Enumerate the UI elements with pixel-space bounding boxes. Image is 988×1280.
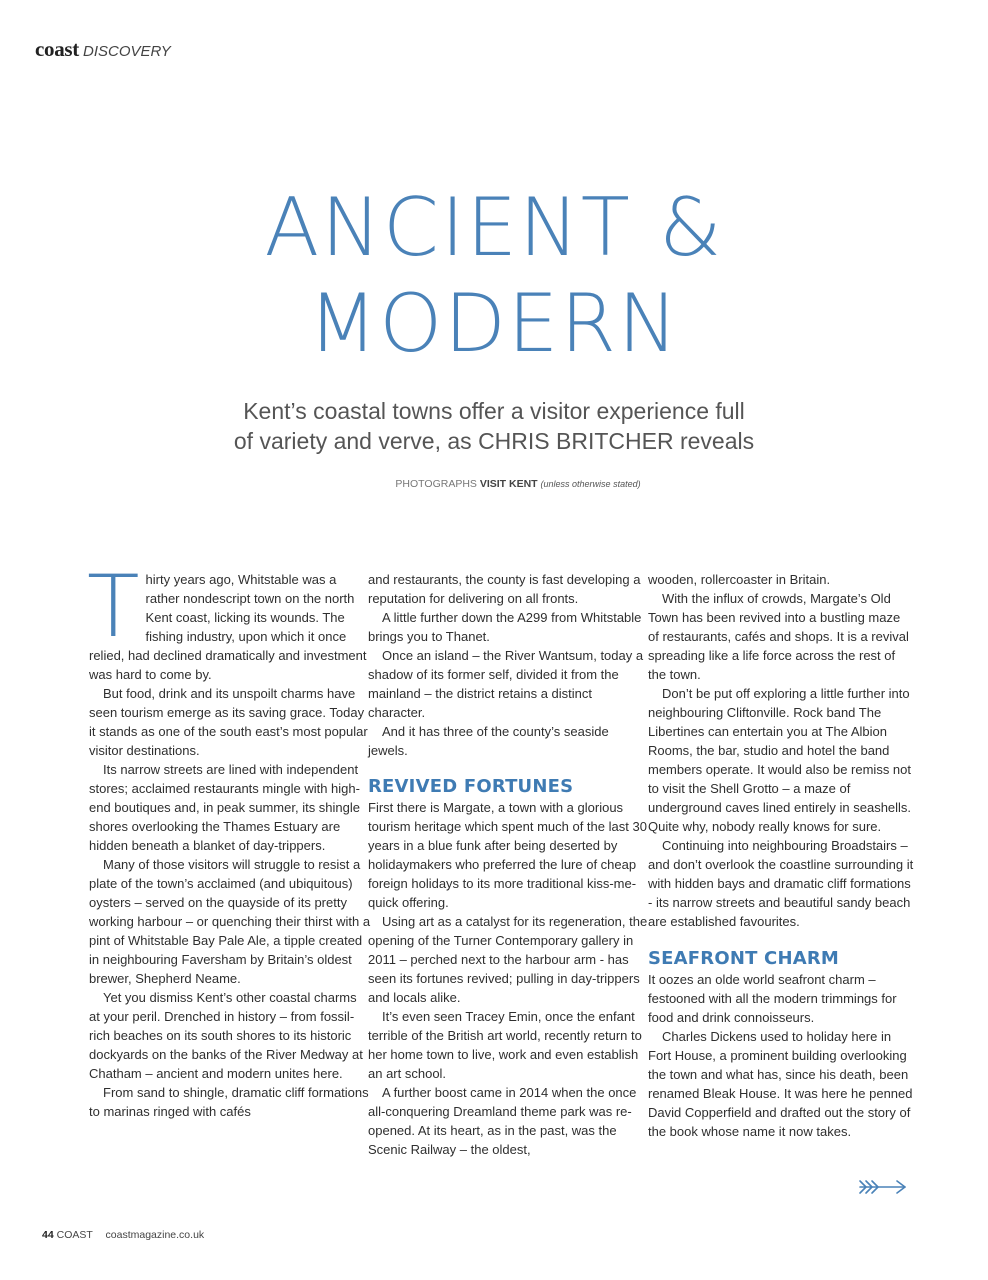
subheading-seafront-charm: SEAFRONT CHARM	[648, 948, 840, 969]
photo-credits	[0, 478, 988, 490]
page-footer	[42, 1229, 204, 1241]
drop-cap: T	[87, 557, 140, 657]
standfirst-line-2: of variety and verve, as CHRIS BRITCHER reveals	[233, 428, 755, 454]
paragraph: It oozes an olde world seafront charm – festooned with all the modern trimmings for food and drink connoisseurs.	[648, 972, 897, 1025]
headline-line-1: ANCIENT &	[264, 181, 724, 274]
credit-name: VISIT KENT	[479, 478, 538, 490]
footer-magazine: COAST	[56, 1229, 93, 1241]
paragraph: A further boost came in 2014 when the once all-conquering Dreamland theme park was re-opened. At its heart, as in the past, was the Scenic Railway – the oldest,	[368, 1085, 637, 1157]
paragraph: From sand to shingle, dramatic cliff formations to marinas ringed with cafés	[89, 1085, 369, 1119]
credit-note: (unless otherwise stated)	[540, 479, 641, 489]
paragraph: A little further down the A299 from Whitstable brings you to Thanet.	[368, 610, 642, 644]
masthead	[35, 37, 171, 62]
paragraph: Its narrow streets are lined with independent stores; acclaimed restaurants mingle with high-end boutiques and, in peak summer, its shingle shores overlooking the Thames Estuary are hidden beneath a blanket of day-trippers.	[89, 762, 361, 853]
paragraph: First there is Margate, a town with a glorious tourism heritage which spent much of the last 30 years in a blue funk after being deserted by holidaymakers who preferred the lure of cheap foreign holidays to its more traditional kiss-me-quick offering.	[368, 800, 647, 910]
paragraph: And it has three of the county’s seaside jewels.	[368, 724, 609, 758]
paragraph: Once an island – the River Wantsum, today a shadow of its former self, divided it from the mainland – the district retains a distinct character.	[368, 648, 644, 720]
paragraph: Continuing into neighbouring Broadstairs – and don’t overlook the coastline surrounding it with hidden bays and dramatic cliff formations - its narrow streets and beautiful sandy beach are established favourites.	[648, 838, 914, 929]
article-column-3	[648, 570, 914, 1141]
credit-label: PHOTOGRAPHS	[395, 478, 477, 490]
paragraph: Many of those visitors will struggle to resist a plate of the town’s acclaimed (and ubiquitous) oysters – served on the quayside of its pretty working harbour – or quenching their thirst with a pint of Whitstable Bay Pale Ale, a tipple created in neighbouring Faversham by Britain’s oldest brewer, Shepherd Neame.	[89, 857, 371, 986]
paragraph: Charles Dickens used to holiday here in Fort House, a prominent building overlooking the town and what has, since his death, been renamed Bleak House. It was here he penned David Copperfield and drafted out the story of the book whose name it now takes.	[648, 1029, 913, 1139]
magazine-logo: coast	[35, 37, 79, 61]
paragraph: wooden, rollercoaster in Britain.	[648, 572, 831, 587]
paragraph: With the influx of crowds, Margate’s Old Town has been revived into a bustling maze of restaurants, cafés and shops. It is a revival spreading like a life force across the rest of the town.	[648, 591, 909, 682]
paragraph-text: hirty years ago, Whitstable was a rather nondescript town on the north Kent coast, licking its wounds. The fishing industry, upon which it once relied, had declined dramatically and investment was hard to come by.	[89, 572, 367, 682]
paragraph: It’s even seen Tracey Emin, once the enfant terrible of the British art world, recently return to her home town to live, work and even establish an art school.	[368, 1009, 642, 1081]
section-label: DISCOVERY	[83, 43, 171, 60]
subheading-revived-fortunes: REVIVED FORTUNES	[368, 776, 574, 797]
paragraph: Using art as a catalyst for its regeneration, the opening of the Turner Contemporary gallery in 2011 – perched next to the harbour arm - has seen its fortunes revived; pulling in day-trippers and locals alike.	[368, 914, 648, 1005]
footer-website: coastmagazine.co.uk	[105, 1229, 205, 1241]
article-column-1	[87, 557, 371, 1121]
standfirst-line-1: Kent’s coastal towns offer a visitor experience full	[243, 398, 745, 424]
paragraph: But food, drink and its unspoilt charms have seen tourism emerge as its saving grace. Today it stands as one of the south east’s most popular visitor destinations.	[89, 686, 368, 758]
arrow-right-icon	[858, 1178, 908, 1196]
page-number: 44	[42, 1229, 54, 1241]
paragraph: Don’t be put off exploring a little further into neighbouring Cliftonville. Rock band The Libertines can entertain you at The Albion Rooms, the bar, studio and hotel the band members operate. It would also be remiss not to visit the Shell Grotto – a maze of underground caves lined entirely in seashells. Quite why, nobody really knows for sure.	[648, 686, 912, 834]
article-column-2	[368, 570, 650, 1159]
standfirst	[0, 396, 988, 456]
paragraph: Yet you dismiss Kent’s other coastal charms at your peril. Drenched in history – from fossil-rich beaches on its south shores to its historic dockyards on the banks of the River Medway at Chatham – ancient and modern unites here.	[89, 990, 363, 1081]
paragraph	[87, 557, 371, 684]
article-headline	[0, 180, 988, 372]
headline-line-2: MODERN	[308, 277, 680, 370]
paragraph: and restaurants, the county is fast developing a reputation for delivering on all fronts.	[368, 572, 641, 606]
